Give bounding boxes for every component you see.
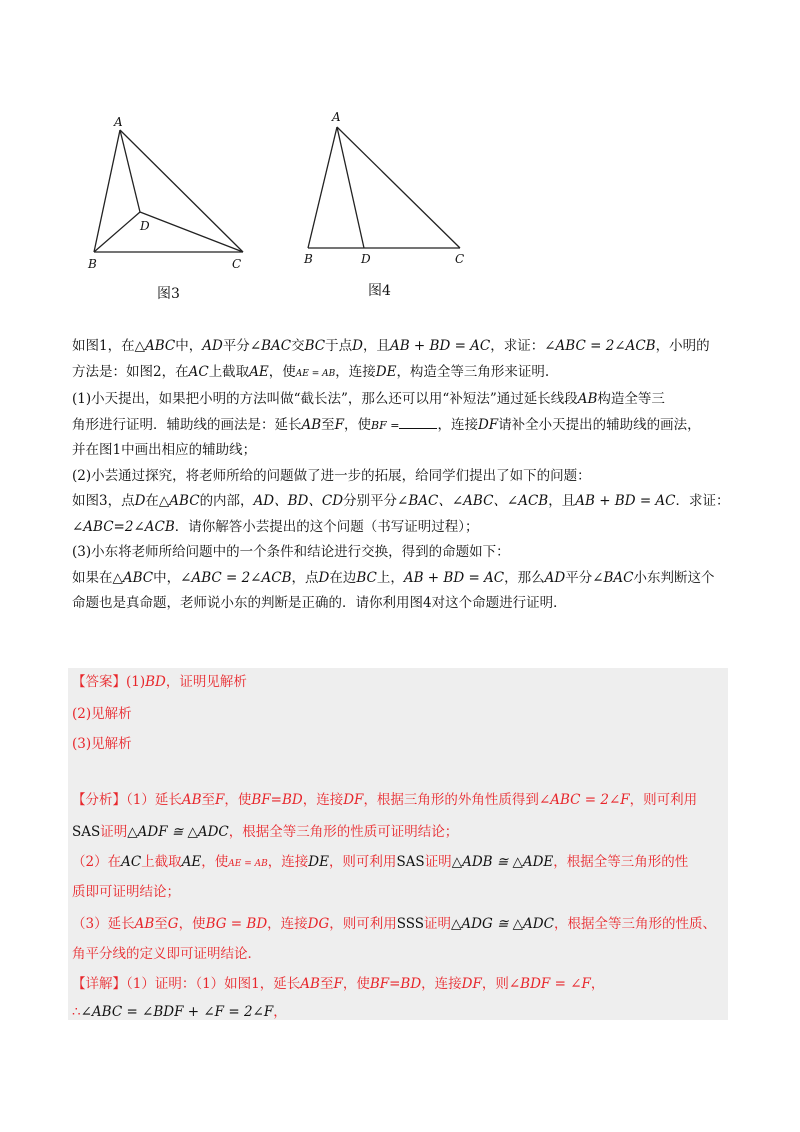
text: (1) xyxy=(126,674,146,690)
math: BF = xyxy=(371,418,400,432)
answer-line-1 xyxy=(72,670,247,690)
analysis-line: 角平分线的定义即可证明结论． xyxy=(72,946,261,962)
math: ∠BDF = ∠F xyxy=(508,976,591,992)
figure-4 xyxy=(308,127,460,248)
text: ，连接 xyxy=(267,854,309,870)
text: ，且 xyxy=(548,493,576,509)
answer-blank xyxy=(399,416,437,429)
text: ，连接 xyxy=(302,792,344,808)
math: AD xyxy=(544,569,566,586)
text: 在 xyxy=(145,493,159,509)
text: ．请你解答小芸提出的这个问题（书写证明过程）； xyxy=(174,518,479,535)
text: 小东判断这个 xyxy=(633,569,715,586)
fig3-edge-ad xyxy=(120,130,140,212)
fig3-label-b: B xyxy=(88,257,97,271)
math: D xyxy=(134,493,146,509)
math: DE xyxy=(308,854,329,870)
answer-line-2: (2)见解析 xyxy=(72,706,132,722)
text: 角形进行证明．辅助线的画法是：延长 xyxy=(72,416,302,433)
math: D xyxy=(318,569,330,586)
math: AD xyxy=(202,338,223,354)
text: ，则可利用 xyxy=(328,854,397,870)
text: ，根据三角形的外角性质得到 xyxy=(363,792,539,808)
text: 中， xyxy=(153,569,181,586)
text: 的内部， xyxy=(199,493,254,509)
fig4-edge-ad xyxy=(337,127,364,248)
text: ，根据全等三角形的性质可证明结论； xyxy=(228,824,459,840)
text: 平分 xyxy=(222,338,250,354)
math: F xyxy=(215,792,225,808)
text: ，根据全等三角形的性 xyxy=(553,854,689,870)
text: ，且 xyxy=(362,338,390,354)
math: F xyxy=(334,416,345,433)
text: 上， xyxy=(376,569,404,586)
answer-tag: 【答案】 xyxy=(72,674,126,690)
fig3-caption: 图3 xyxy=(157,286,180,302)
fig3-label-c: C xyxy=(232,257,242,271)
question-line: (2)小芸通过探究，将老师所给的问题做了进一步的拓展，给同学们提出了如下的问题： xyxy=(72,467,591,484)
therefore-symbol: ∴ xyxy=(72,1004,81,1020)
text: （1）延长 xyxy=(126,792,182,808)
text: SSS xyxy=(396,916,425,932)
analysis-line xyxy=(72,912,716,932)
text: ，使 xyxy=(268,363,296,380)
math: DF xyxy=(461,976,482,992)
text: ，使 xyxy=(224,792,252,808)
math: AC xyxy=(188,363,209,380)
text: 如图1，在 xyxy=(72,338,135,354)
text: SAS xyxy=(72,824,101,840)
math: AB xyxy=(300,976,320,992)
figures-area xyxy=(0,0,800,320)
text: 中， xyxy=(175,338,203,354)
text: 方法是：如图2，在 xyxy=(72,363,189,380)
text: ，根据全等三角形的性质、 xyxy=(553,916,716,932)
math: △ADG ≅ △ADC xyxy=(451,916,554,932)
answer-line-3: (3)见解析 xyxy=(72,736,132,752)
math: △ADF ≅ △ADC xyxy=(127,824,229,840)
math: AE xyxy=(181,854,202,870)
text: ，求证： xyxy=(490,338,545,354)
detail-line xyxy=(72,972,604,992)
question-line: 并在图1中画出相应的辅助线； xyxy=(72,442,257,458)
question-body xyxy=(72,334,732,617)
text: （2）在 xyxy=(72,854,122,870)
math: △ABC xyxy=(158,493,200,509)
text: ，证明见解析 xyxy=(165,674,247,690)
text: 至 xyxy=(321,416,335,433)
math: ∠ABC = 2∠ACB xyxy=(544,338,656,354)
text: ，则可利用 xyxy=(329,916,397,932)
math: AE xyxy=(249,363,269,380)
math: G xyxy=(167,916,179,932)
text: ，则 xyxy=(481,976,509,992)
text: ，连接 xyxy=(437,416,478,433)
fig4-label-d: D xyxy=(361,252,371,266)
text: 上截取 xyxy=(208,363,250,380)
fig4-caption: 图4 xyxy=(368,283,391,299)
math: ∠BAC xyxy=(592,569,634,586)
fig3-edge-ac xyxy=(120,130,243,252)
text: ，连接 xyxy=(421,976,462,992)
text: ， xyxy=(273,1004,287,1020)
text: 平分 xyxy=(565,569,593,586)
text: 上截取 xyxy=(141,854,182,870)
math: AB xyxy=(181,792,202,808)
math: ∠ABC = ∠BDF + ∠F = 2∠F xyxy=(80,1004,274,1020)
math: AE = AB xyxy=(228,859,268,869)
question-line xyxy=(72,387,732,413)
math: BF=BD xyxy=(369,976,422,992)
text: ，使 xyxy=(344,416,372,433)
question-line: 命题也是真命题，老师说小东的判断是正确的．请你利用图4对这个命题进行证明． xyxy=(72,595,567,611)
question-line xyxy=(72,360,732,388)
text: 分别平分 xyxy=(343,493,398,509)
math: BC xyxy=(356,569,377,586)
fig3-label-a: A xyxy=(114,115,123,129)
text: 证明 xyxy=(424,916,452,932)
math: BF=BD xyxy=(251,792,303,808)
text: （3）延长 xyxy=(72,916,135,932)
math: AE = AB xyxy=(295,368,336,379)
text: (1)小天提出，如果把小明的方法叫做“截长法”，那么还可以用“补短法”通过延长线段 xyxy=(72,391,578,407)
math: AB xyxy=(134,916,155,932)
question-line xyxy=(72,515,732,541)
figure-3 xyxy=(94,130,243,252)
analysis-line xyxy=(72,788,697,808)
question-line xyxy=(72,334,732,360)
fig4-label-a: A xyxy=(332,110,341,124)
math: ∠ABC = 2∠ACB xyxy=(180,569,292,586)
math: AD、BD、CD xyxy=(253,493,344,509)
analysis-line: 质即可证明结论； xyxy=(72,884,180,900)
math: ∠ABC = 2∠F xyxy=(538,792,630,808)
text: 请补全小天提出的辅助线的画法， xyxy=(498,416,701,433)
text: SAS xyxy=(396,854,425,870)
text: 如图3，点 xyxy=(72,493,135,509)
text: 至 xyxy=(154,916,168,932)
text: 构造全等三 xyxy=(597,391,665,407)
geometry-figures xyxy=(0,0,800,320)
text: 至 xyxy=(201,792,216,808)
question-line xyxy=(72,489,732,515)
fig4-edge-ab xyxy=(308,127,337,248)
math: F xyxy=(333,976,343,992)
question-line xyxy=(72,566,732,592)
text: 于点 xyxy=(325,338,353,354)
text: 证明 xyxy=(100,824,128,840)
math: AC xyxy=(121,854,142,870)
text: ，那么 xyxy=(504,569,545,586)
detail-tag: 【详解】 xyxy=(72,976,126,992)
math: AB + BD = AC xyxy=(389,338,491,354)
solution-panel xyxy=(68,668,728,1020)
fig4-label-c: C xyxy=(455,252,465,266)
math: DF xyxy=(477,416,499,433)
text: ，使 xyxy=(201,854,229,870)
math: AB xyxy=(301,416,322,433)
math: BG = BD xyxy=(205,916,268,932)
text: ，使 xyxy=(178,916,206,932)
text: ， xyxy=(590,976,605,992)
fig3-label-d: D xyxy=(140,219,150,233)
fig4-edge-ac xyxy=(337,127,460,248)
math: D xyxy=(352,338,363,354)
math: △ABC xyxy=(112,569,154,586)
math: AB xyxy=(577,391,598,407)
text: （1）证明：（1）如图1，延长 xyxy=(126,976,301,992)
analysis-line xyxy=(72,850,688,870)
text: ，连接 xyxy=(335,363,376,380)
math: DG xyxy=(307,916,330,932)
math: ∠BAC、∠ABC、∠ACB xyxy=(397,493,549,509)
math: △ABC xyxy=(134,338,176,354)
fig4-label-b: B xyxy=(304,252,313,266)
math: DE xyxy=(375,363,397,380)
detail-line xyxy=(72,1000,287,1020)
question-line: (3)小东将老师所给问题中的一个条件和结论进行交换，得到的命题如下： xyxy=(72,544,510,560)
math: ∠ABC=2∠ACB xyxy=(72,518,175,535)
text: 证明 xyxy=(424,854,452,870)
math: AB + BD = AC xyxy=(403,569,505,586)
text: ，点 xyxy=(291,569,319,586)
math: ∠BAC xyxy=(249,338,292,354)
math: BD xyxy=(145,674,166,690)
text: ，使 xyxy=(342,976,370,992)
text: ．求证： xyxy=(675,493,730,509)
text: 在边 xyxy=(329,569,357,586)
text: 至 xyxy=(319,976,334,992)
math: △ADB ≅ △ADE xyxy=(451,854,554,870)
math: DF xyxy=(343,792,364,808)
text: 如果在 xyxy=(72,569,113,586)
analysis-tag: 【分析】 xyxy=(72,792,126,808)
text: 交 xyxy=(291,338,305,354)
fig3-edge-cd xyxy=(140,212,243,252)
math: BC xyxy=(304,338,326,354)
fig3-edge-ab xyxy=(94,130,120,252)
text: ，则可利用 xyxy=(629,792,698,808)
analysis-line xyxy=(72,820,458,840)
text: ，小明的 xyxy=(655,338,710,354)
text: ，构造全等三角形来证明. xyxy=(396,363,550,380)
question-line xyxy=(72,413,732,439)
text: ，连接 xyxy=(267,916,308,932)
math: AB + BD = AC xyxy=(575,493,676,509)
